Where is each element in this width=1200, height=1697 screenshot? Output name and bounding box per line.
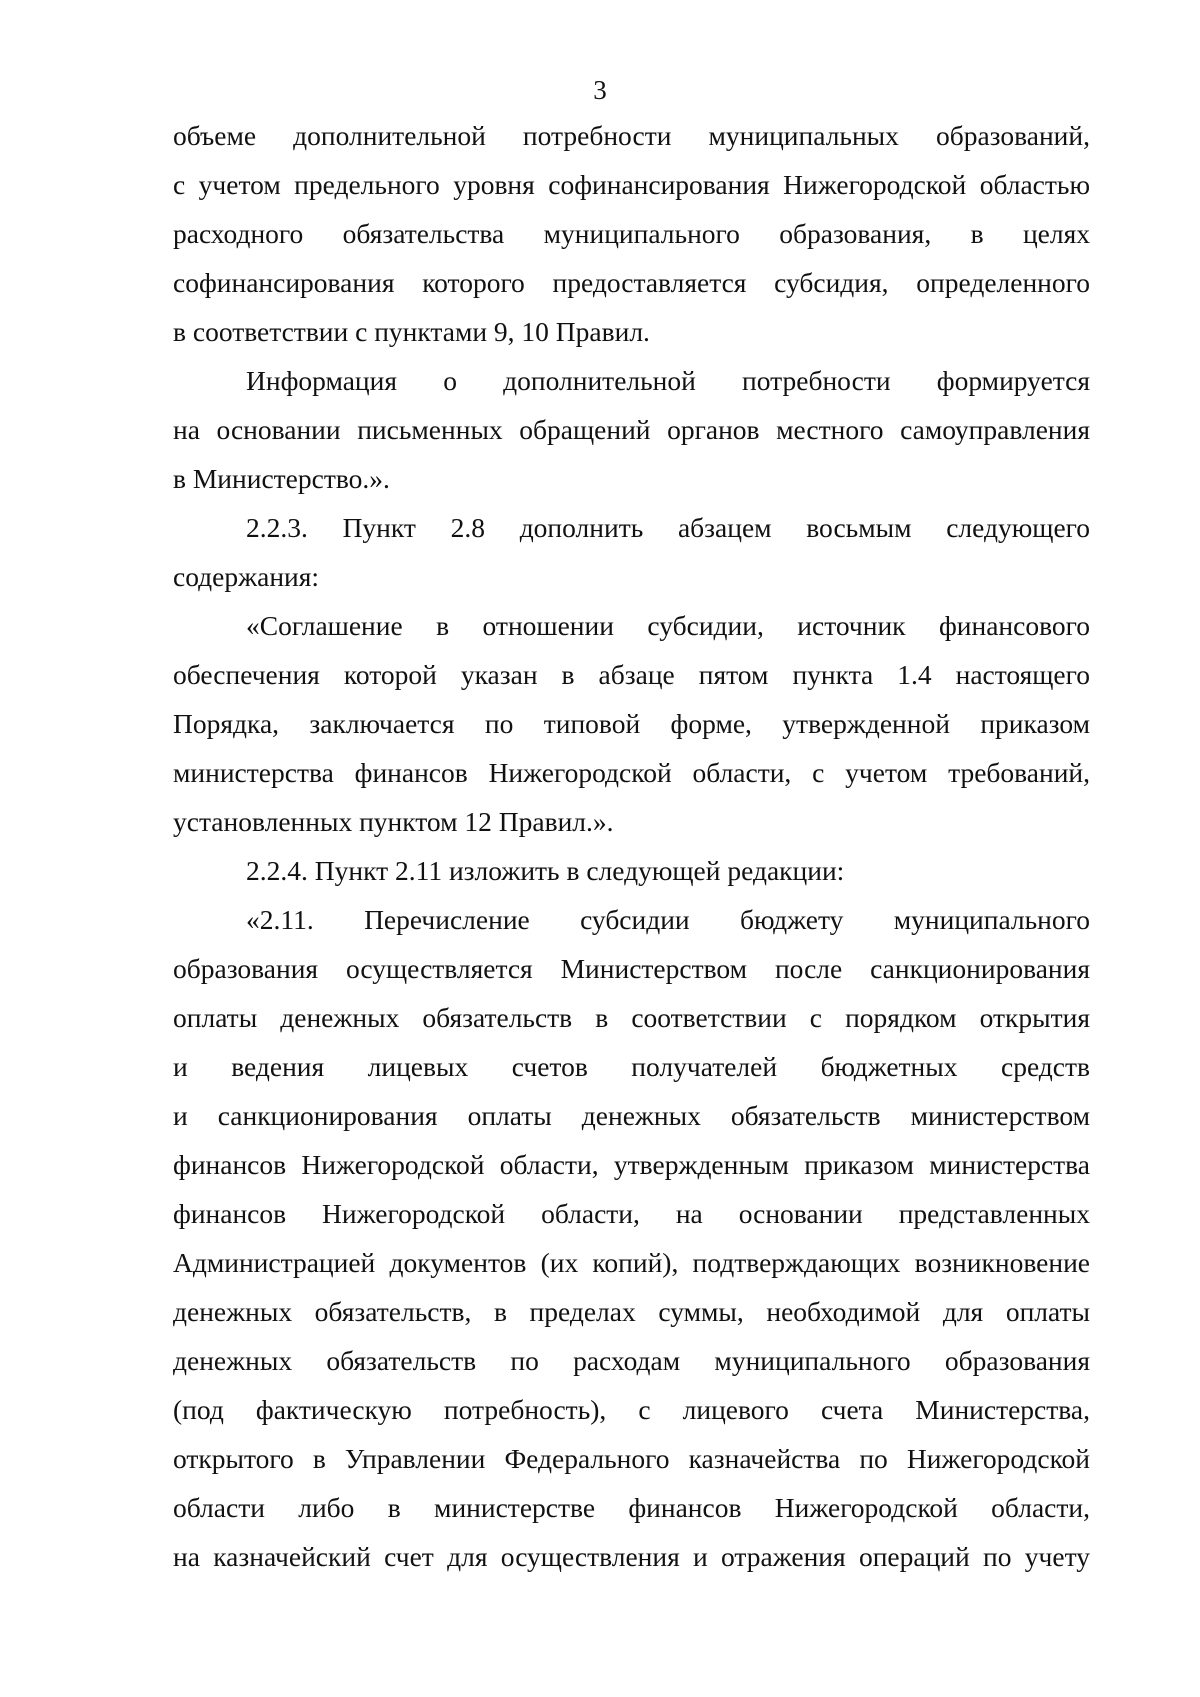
text-line: в соответствии с пунктами 9, 10 Правил. (173, 316, 650, 347)
text-line: установленных пунктом 12 Правил.». (173, 806, 614, 837)
text-line: области либо в министерстве финансов Нижегородской области, (173, 1492, 1090, 1523)
text-line: оплаты денежных обязательств в соответствии с порядком открытия (173, 1002, 1090, 1033)
text-line: Информация о дополнительной потребности формируется (246, 365, 1090, 396)
text-line: финансов Нижегородской области, утвержденным приказом министерства (173, 1149, 1090, 1180)
text-line: денежных обязательств по расходам муниципального образования (173, 1345, 1090, 1376)
paragraph-3 (173, 503, 1090, 601)
text-line: на основании письменных обращений органов местного самоуправления (173, 414, 1090, 445)
text-line: финансов Нижегородской области, на основании представленных (173, 1198, 1090, 1229)
text-line: и ведения лицевых счетов получателей бюджетных средств (173, 1051, 1090, 1082)
text-line: и санкционирования оплаты денежных обязательств министерством (173, 1100, 1090, 1131)
paragraph-6 (173, 895, 1090, 1581)
page-number: 3 (593, 75, 607, 105)
text-line: с учетом предельного уровня софинансирования Нижегородской областью (173, 169, 1090, 200)
text-line: 2.2.3. Пункт 2.8 дополнить абзацем восьмым следующего (246, 512, 1090, 543)
paragraph-4 (173, 601, 1090, 846)
text-line: Администрацией документов (их копий), подтверждающих возникновение (173, 1247, 1090, 1278)
text-line: денежных обязательств, в пределах суммы, необходимой для оплаты (173, 1296, 1090, 1327)
paragraph-2 (173, 356, 1090, 503)
text-line: открытого в Управлении Федерального казначейства по Нижегородской (173, 1443, 1090, 1474)
text-line: министерства финансов Нижегородской области, с учетом требований, (173, 757, 1090, 788)
paragraph-1 (173, 111, 1090, 356)
text-line: (под фактическую потребность), с лицевого счета Министерства, (173, 1394, 1090, 1425)
text-line: на казначейский счет для осуществления и отражения операций по учету (173, 1541, 1090, 1572)
text-line: «Соглашение в отношении субсидии, источник финансового (246, 610, 1090, 641)
text-line: обеспечения которой указан в абзаце пятом пункта 1.4 настоящего (173, 659, 1090, 690)
document-body (173, 111, 1090, 1581)
text-line: образования осуществляется Министерством после санкционирования (173, 953, 1090, 984)
text-line: в Министерство.». (173, 463, 390, 494)
paragraph-5 (173, 846, 1090, 895)
text-line: расходного обязательства муниципального образования, в целях (173, 218, 1090, 249)
text-line: 2.2.4. Пункт 2.11 изложить в следующей редакции: (246, 855, 845, 886)
text-line: содержания: (173, 561, 320, 592)
text-line: объеме дополнительной потребности муниципальных образований, (173, 120, 1090, 151)
text-line: Порядка, заключается по типовой форме, утвержденной приказом (173, 708, 1090, 739)
text-line: софинансирования которого предоставляется субсидия, определенного (173, 267, 1090, 298)
text-line: «2.11. Перечисление субсидии бюджету муниципального (246, 904, 1090, 935)
